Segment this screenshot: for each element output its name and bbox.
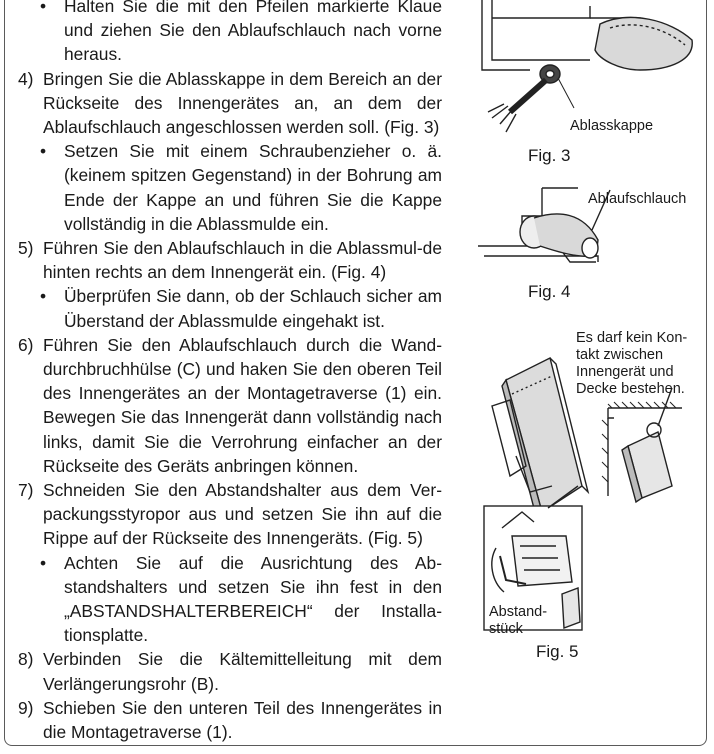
bullet-marker: • (40, 286, 47, 307)
step-5 (18, 236, 442, 284)
step-text: Verbinden Sie die Kältemittelleitung mit dem Verlängerungsrohr (B). (43, 649, 442, 694)
step-6 (18, 333, 442, 478)
step-text: Führen Sie den Ablaufschlauch in die Ablassmul-de hinten rechts an dem Innengerät ein. (Fig. 4) (43, 238, 442, 283)
step-9 (18, 696, 442, 744)
step-number: 7) (18, 480, 34, 501)
bullet-marker: • (40, 141, 47, 162)
bullet-marker: • (40, 0, 47, 16)
bullet-text: Achten Sie auf die Ausrichtung des Ab-standshalters und setzen Sie ihn fest in den „ABSTANDSHALTERBEREICH“ der Installa-tionsplatte. (64, 552, 442, 646)
step-text: Schneiden Sie den Abstandshalter aus dem Ver-packungsstyropor aus und setzen Sie ihn auf die Rippe auf der Rückseite des Innengeräts. (Fig. 5) (43, 480, 442, 549)
step-text: Schieben Sie den unteren Teil des Innengerätes in die Montagetraverse (1). (43, 697, 442, 743)
step-5-bullet (18, 284, 442, 332)
step-4 (18, 67, 442, 140)
fig4-label: Fig. 4 (528, 282, 571, 301)
fig3-callout: Ablasskappe (570, 118, 654, 134)
intro-bullet (18, 0, 442, 67)
step-number: 5) (18, 238, 34, 259)
step-number: 8) (18, 649, 34, 670)
fig5-callout-spacer: Abstand-stück (489, 604, 548, 637)
bullet-marker: • (40, 552, 47, 573)
fig4-callout: Ablaufschlauch (588, 191, 687, 207)
step-text: Bringen Sie die Ablasskappe in dem Bereich an der Rückseite des Innengerätes an, an dem der Ablaufschlauch angeschlossen werden soll. (Fig. 3) (43, 68, 442, 138)
fig3-label: Fig. 3 (528, 146, 571, 165)
instruction-list (18, 0, 442, 744)
step-number: 4) (18, 68, 34, 89)
step-number: 9) (18, 697, 34, 718)
intro-bullet-text: Halten Sie die mit den Pfeilen markierte Klaue und ziehen Sie den Ablaufschlauch nach vorne heraus. (64, 0, 442, 65)
fig5-callout-ceiling: Es darf kein Kon-takt zwischen Innengerät und Decke bestehen. (576, 330, 688, 397)
bullet-text: Setzen Sie mit einem Schraubenzieher o. ä. (keinem spitzen Gegenstand) in der Bohrung am Ende der Kappe an und führen Sie die Kappe vollständig in die Ablassmulde ein. (64, 141, 442, 234)
fig5-label: Fig. 5 (536, 642, 579, 661)
step-text: Führen Sie den Ablaufschlauch durch die Wand-durchbruchhülse (C) und haken Sie den oberen Teil des Innengerätes an der Montagetraverse (1) ein. Bewegen Sie das Innengerät dann vollständig nach links, damit Sie die Verrohrung einfacher an der Rückseite des Geräts anbringen können. (43, 334, 442, 476)
bullet-text: Überprüfen Sie dann, ob der Schlauch sicher am Überstand der Ablassmulde eingehakt ist. (64, 286, 442, 331)
step-8 (18, 647, 442, 695)
step-number: 6) (18, 334, 34, 355)
step-7-bullet (18, 551, 442, 648)
step-4-bullet (18, 139, 442, 236)
step-7 (18, 478, 442, 551)
